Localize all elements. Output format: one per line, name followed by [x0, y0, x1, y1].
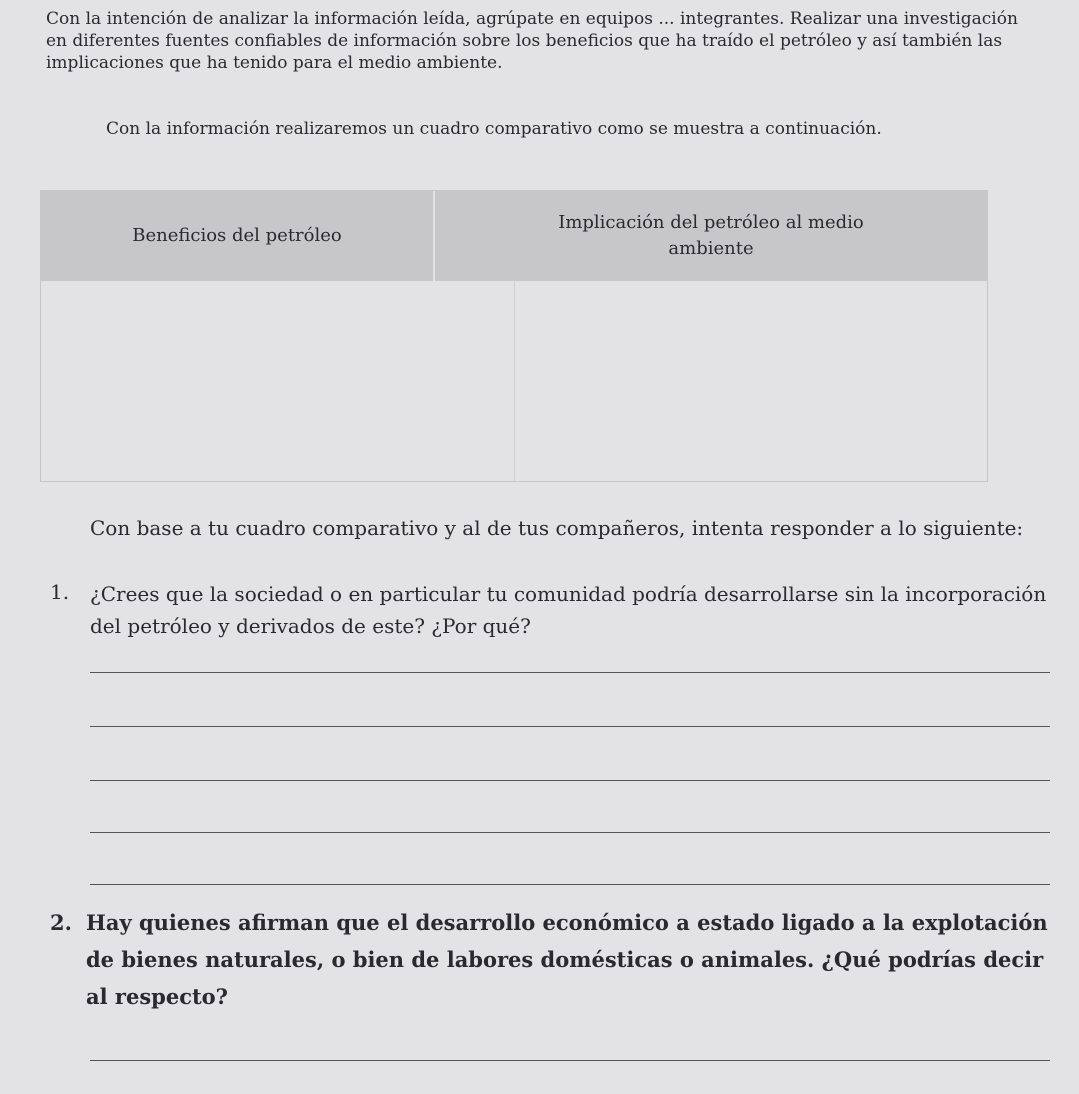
header-benefits: Beneficios del petróleo: [41, 191, 435, 281]
answer-line[interactable]: [90, 672, 1050, 673]
comparison-table: [40, 190, 988, 482]
table-body: [41, 281, 987, 481]
header-implications: Implicación del petróleo al medio ambiente: [558, 212, 864, 259]
question-1-text: ¿Crees que la sociedad o en particular tu comunidad podría desarrollarse sin la incorporación del petróleo y derivados de este? ¿Por qué?: [90, 582, 1047, 638]
question-1-number: 1.: [50, 580, 70, 604]
question-2-number: 2.: [50, 910, 72, 935]
benefits-cell[interactable]: [41, 281, 515, 481]
table-header: [41, 191, 987, 281]
answer-line[interactable]: [90, 1060, 1050, 1061]
answer-line[interactable]: [90, 832, 1050, 833]
implications-cell[interactable]: [515, 281, 988, 481]
answer-line[interactable]: [90, 884, 1050, 885]
question-2-text: Hay quienes afirman que el desarrollo económico a estado ligado a la explotación de bienes naturales, o bien de labores domésticas o animales. ¿Qué podrías decir al respecto?: [86, 910, 1048, 1009]
instructions: Con base a tu cuadro comparativo y al de tus compañeros, intenta responder a lo siguiente:: [90, 516, 1024, 540]
intro-paragraph-2: Con la información realizaremos un cuadro comparativo como se muestra a continuación.: [106, 119, 882, 139]
intro-paragraph-1: Con la intención de analizar la información leída, agrúpate en equipos ... integrantes. Realizar una investigación en diferentes fuentes confiables de información sobre los beneficios que ha traído el petróleo y así también las implicaciones que ha tenido para el medio ambiente.: [46, 9, 1018, 73]
answer-line[interactable]: [90, 780, 1050, 781]
answer-line[interactable]: [90, 726, 1050, 727]
